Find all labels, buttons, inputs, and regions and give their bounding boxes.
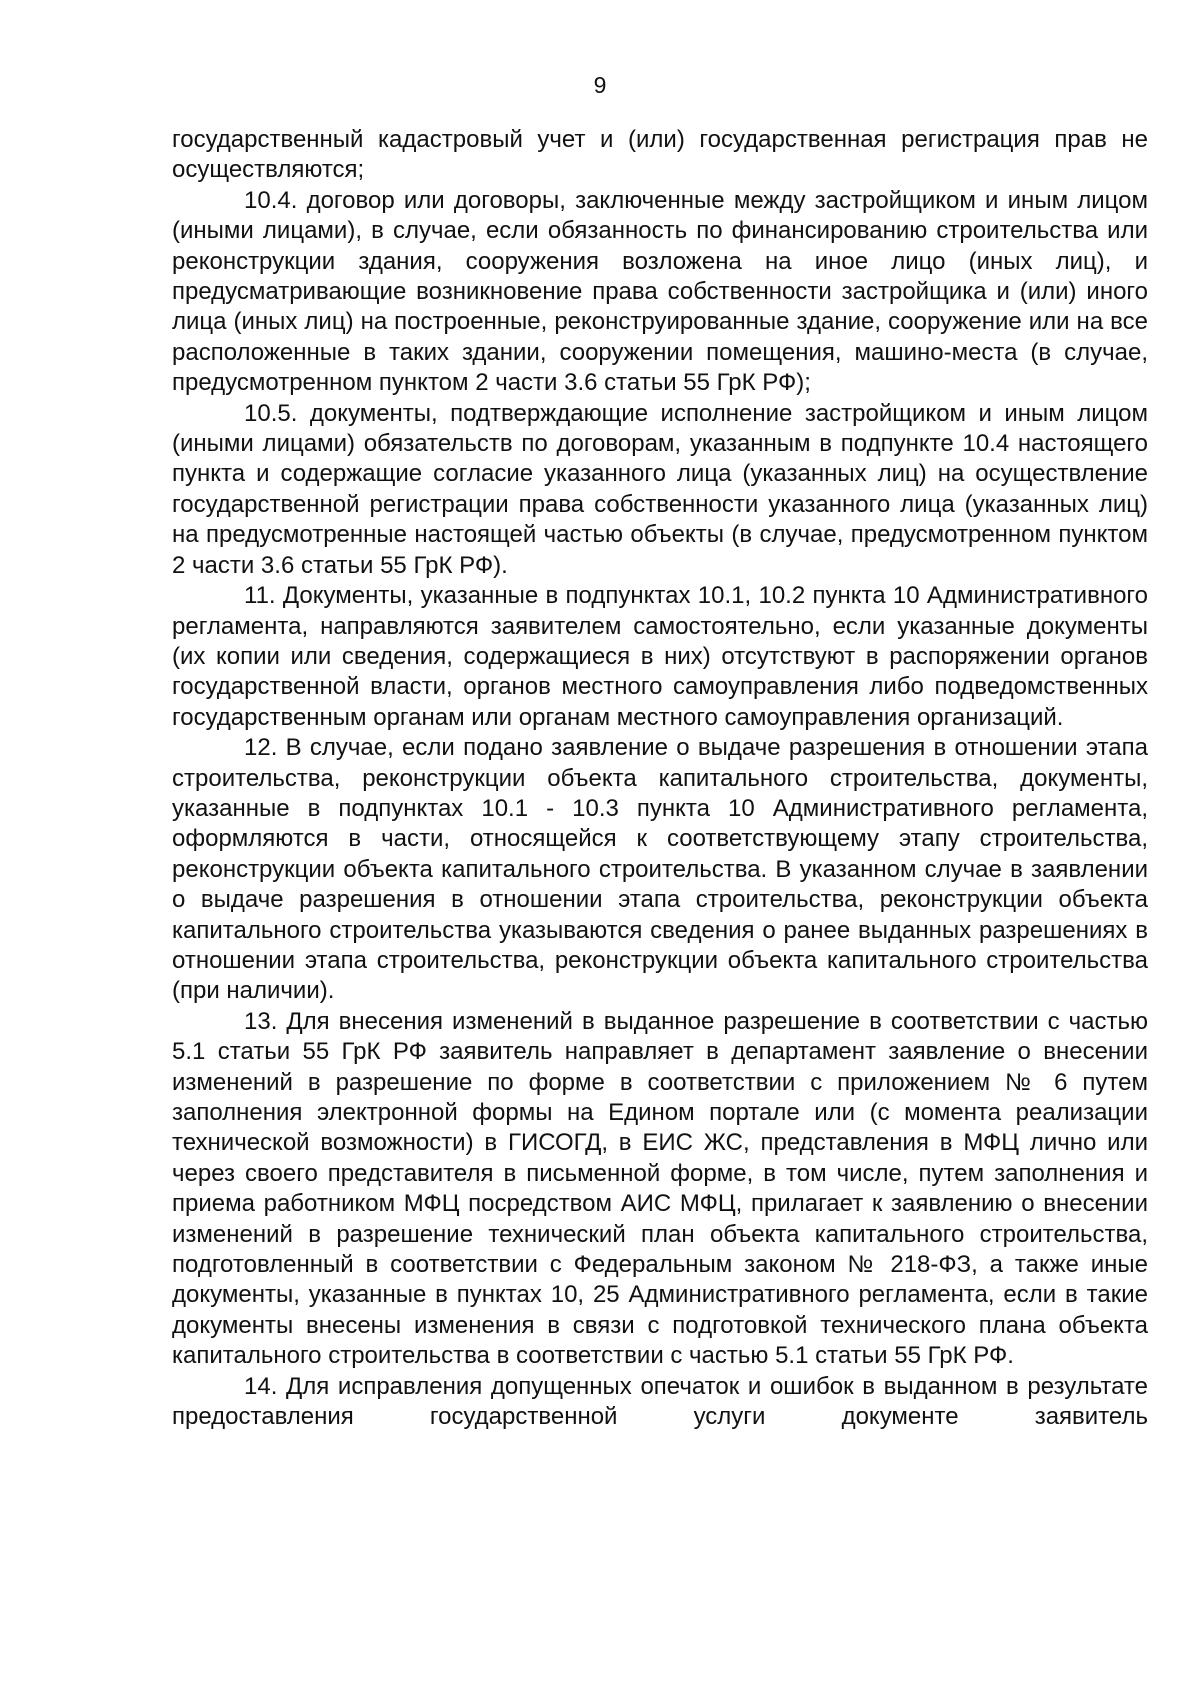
paragraph-10-4: 10.4. договор или договоры, заключенные между застройщиком и иным лицом (иными лицами), в случае, если обязанность по финансированию строительства или реконструкции здания, сооружения возложена на иное лицо (иных лиц), и предусматривающие возникновение права собственности застройщика и (или) иного лица (иных лиц) на построенные, реконструированные здание, сооружение или на все расположенные в таких здании, сооружении помещения, машино-места (в случае, предусмотренном пунктом 2 части 3.6 статьи 55 ГрК РФ); <box>172 186 1148 397</box>
paragraph-11: 11. Документы, указанные в подпунктах 10.1, 10.2 пункта 10 Административного регламента, направляются заявителем самостоятельно, если указанные документы (их копии или сведения, содержащиеся в них) отсутствуют в распоряжении органов государственной власти, органов местного самоуправления либо подведомственных государственным органам или органам местного самоуправления организаций. <box>172 582 1148 731</box>
page-number: 9 <box>593 72 607 98</box>
paragraph-13: 13. Для внесения изменений в выданное разрешение в соответствии с частью 5.1 статьи 55 ГрК РФ заявитель направляет в департамент заявление о внесении изменений в разрешение по форме в соответствии с приложением № 6 путем заполнения электронной формы на Едином портале или (с момента реализации технической возможности) в ГИСОГД, в ЕИС ЖС, представления в МФЦ лично или через своего представителя в письменной форме, в том числе, путем заполнения и приема работником МФЦ посредством АИС МФЦ, прилагает к заявлению о внесении изменений в разрешение технический план объекта капитального строительства, подготовленный в соответствии с Федеральным законом № 218-ФЗ, а также иные документы, указанные в пунктах 10, 25 Административного регламента, если в такие документы внесены изменения в связи с подготовкой технического плана объекта капитального строительства в соответствии с частью 5.1 статьи 55 ГрК РФ. <box>172 1007 1148 1370</box>
paragraph-continuation: государственный кадастровый учет и (или) государственная регистрация прав не осуществляются; <box>172 126 1148 184</box>
paragraph-14: 14. Для исправления допущенных опечаток и ошибок в выданном в результате предоставления государственной услуги документе заявитель <box>172 1372 1148 1431</box>
paragraph-12: 12. В случае, если подано заявление о выдаче разрешения в отношении этапа строительства, реконструкции объекта капитального строительства, документы, указанные в подпунктах 10.1 - 10.3 пункта 10 Административного регламента, оформляются в части, относящейся к соответствующему этапу строительства, реконструкции объекта капитального строительства. В указанном случае в заявлении о выдаче разрешения в отношении этапа строительства, реконструкции объекта капитального строительства указываются сведения о ранее выданных разрешениях в отношении этапа строительства, реконструкции объекта капитального строительства (при наличии). <box>172 734 1148 1005</box>
paragraph-10-5: 10.5. документы, подтверждающие исполнение застройщиком и иным лицом (иными лицами) обязательств по договорам, указанным в подпункте 10.4 настоящего пункта и содержащие согласие указанного лица (указанных лиц) на осуществление государственной регистрации права собственности указанного лица (указанных лиц) на предусмотренные настоящей частью объекты (в случае, предусмотренном пунктом 2 части 3.6 статьи 55 ГрК РФ). <box>172 399 1148 579</box>
document-body <box>172 125 1148 1432</box>
